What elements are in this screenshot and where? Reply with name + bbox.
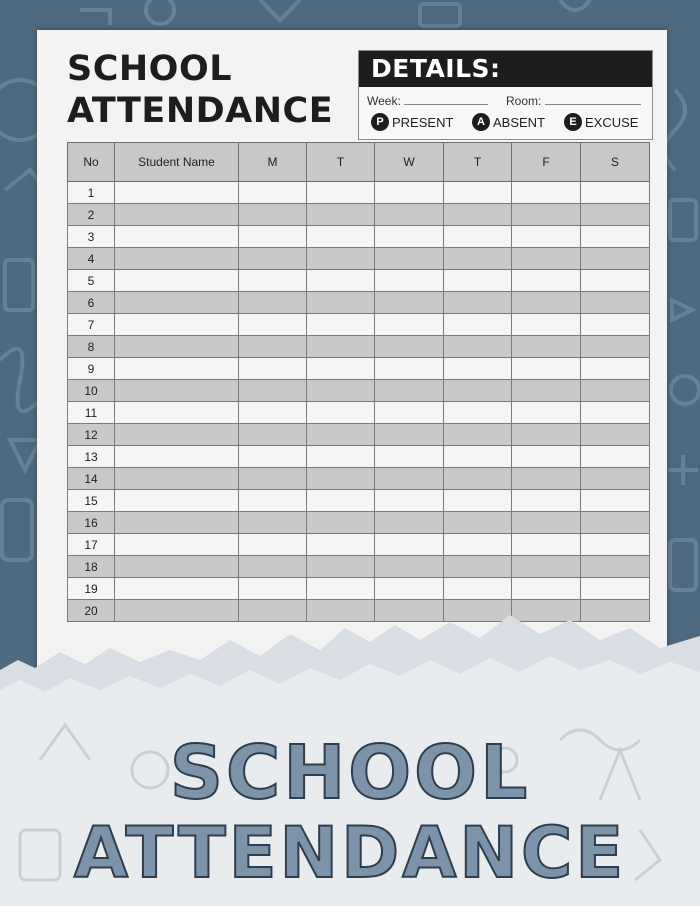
row-number: 3 — [68, 226, 115, 248]
tuesday-cell[interactable] — [307, 204, 375, 226]
header-monday: M — [239, 143, 307, 182]
table-row — [68, 534, 650, 556]
table-row — [68, 314, 650, 336]
table-row — [68, 204, 650, 226]
cover-title-line1: SCHOOL — [169, 730, 531, 816]
monday-cell[interactable] — [239, 446, 307, 468]
tuesday-cell[interactable] — [307, 468, 375, 490]
table-row — [68, 446, 650, 468]
thursday-cell[interactable] — [444, 336, 512, 358]
friday-cell[interactable] — [512, 424, 581, 446]
tuesday-cell[interactable] — [307, 314, 375, 336]
tuesday-cell[interactable] — [307, 182, 375, 204]
saturday-cell[interactable] — [581, 380, 650, 402]
sheet-title-line2: ATTENDANCE — [67, 91, 334, 131]
room-label: Room: — [506, 94, 542, 108]
tuesday-cell[interactable] — [307, 380, 375, 402]
header-student-name: Student Name — [115, 143, 239, 182]
saturday-cell[interactable] — [581, 204, 650, 226]
friday-cell[interactable] — [512, 512, 581, 534]
monday-cell[interactable] — [239, 380, 307, 402]
saturday-cell[interactable] — [581, 534, 650, 556]
saturday-cell[interactable] — [581, 446, 650, 468]
thursday-cell[interactable] — [444, 358, 512, 380]
row-number: 11 — [68, 402, 115, 424]
student-name-cell[interactable] — [115, 292, 239, 314]
row-number: 20 — [68, 600, 115, 622]
row-number: 5 — [68, 270, 115, 292]
header-no: No — [68, 143, 115, 182]
table-row — [68, 358, 650, 380]
monday-cell[interactable] — [239, 490, 307, 512]
student-name-cell[interactable] — [115, 512, 239, 534]
saturday-cell[interactable] — [581, 226, 650, 248]
friday-cell[interactable] — [512, 336, 581, 358]
table-row — [68, 512, 650, 534]
monday-cell[interactable] — [239, 468, 307, 490]
legend-absent — [472, 113, 545, 131]
thursday-cell[interactable] — [444, 292, 512, 314]
friday-cell[interactable] — [512, 270, 581, 292]
header-thursday: T — [444, 143, 512, 182]
details-heading: DETAILS: — [359, 51, 652, 87]
wednesday-cell[interactable] — [375, 556, 444, 578]
thursday-cell[interactable] — [444, 270, 512, 292]
thursday-cell[interactable] — [444, 204, 512, 226]
student-name-cell[interactable] — [115, 226, 239, 248]
monday-cell[interactable] — [239, 578, 307, 600]
table-row — [68, 380, 650, 402]
monday-cell[interactable] — [239, 248, 307, 270]
table-row — [68, 402, 650, 424]
wednesday-cell[interactable] — [375, 270, 444, 292]
legend-present — [371, 113, 453, 131]
row-number: 4 — [68, 248, 115, 270]
student-name-cell[interactable] — [115, 358, 239, 380]
cover-title-line2: ATTENDANCE — [73, 812, 627, 894]
absent-label: ABSENT — [493, 114, 546, 130]
table-row — [68, 578, 650, 600]
tuesday-cell[interactable] — [307, 490, 375, 512]
saturday-cell[interactable] — [581, 182, 650, 204]
sheet-title — [67, 48, 337, 132]
monday-cell[interactable] — [239, 182, 307, 204]
saturday-cell[interactable] — [581, 314, 650, 336]
wednesday-cell[interactable] — [375, 226, 444, 248]
attendance-table — [67, 142, 650, 622]
thursday-cell[interactable] — [444, 226, 512, 248]
thursday-cell[interactable] — [444, 556, 512, 578]
monday-cell[interactable] — [239, 556, 307, 578]
thursday-cell[interactable] — [444, 534, 512, 556]
wednesday-cell[interactable] — [375, 248, 444, 270]
attendance-sheet — [37, 30, 667, 670]
thursday-cell[interactable] — [444, 578, 512, 600]
thursday-cell[interactable] — [444, 402, 512, 424]
student-name-cell[interactable] — [115, 424, 239, 446]
table-row — [68, 292, 650, 314]
monday-cell[interactable] — [239, 292, 307, 314]
student-name-cell[interactable] — [115, 468, 239, 490]
tuesday-cell[interactable] — [307, 578, 375, 600]
tuesday-cell[interactable] — [307, 226, 375, 248]
wednesday-cell[interactable] — [375, 446, 444, 468]
friday-cell[interactable] — [512, 226, 581, 248]
friday-cell[interactable] — [512, 534, 581, 556]
tuesday-cell[interactable] — [307, 402, 375, 424]
tuesday-cell[interactable] — [307, 512, 375, 534]
wednesday-cell[interactable] — [375, 424, 444, 446]
week-label: Week: — [367, 94, 401, 108]
table-body — [68, 182, 650, 622]
student-name-cell[interactable] — [115, 182, 239, 204]
wednesday-cell[interactable] — [375, 578, 444, 600]
table-row — [68, 424, 650, 446]
wednesday-cell[interactable] — [375, 292, 444, 314]
monday-cell[interactable] — [239, 358, 307, 380]
monday-cell[interactable] — [239, 204, 307, 226]
student-name-cell[interactable] — [115, 534, 239, 556]
saturday-cell[interactable] — [581, 336, 650, 358]
student-name-cell[interactable] — [115, 336, 239, 358]
excuse-code-icon: E — [564, 113, 582, 131]
tuesday-cell[interactable] — [307, 270, 375, 292]
student-name-cell[interactable] — [115, 446, 239, 468]
header-wednesday: W — [375, 143, 444, 182]
wednesday-cell[interactable] — [375, 204, 444, 226]
tuesday-cell[interactable] — [307, 248, 375, 270]
room-field[interactable] — [506, 93, 641, 108]
student-name-cell[interactable] — [115, 380, 239, 402]
tuesday-cell[interactable] — [307, 556, 375, 578]
tuesday-cell[interactable] — [307, 336, 375, 358]
friday-cell[interactable] — [512, 402, 581, 424]
monday-cell[interactable] — [239, 402, 307, 424]
absent-code-icon: A — [472, 113, 490, 131]
friday-cell[interactable] — [512, 578, 581, 600]
tuesday-cell[interactable] — [307, 446, 375, 468]
wednesday-cell[interactable] — [375, 182, 444, 204]
legend-excuse — [564, 113, 638, 131]
friday-cell[interactable] — [512, 556, 581, 578]
table-row — [68, 490, 650, 512]
friday-cell[interactable] — [512, 204, 581, 226]
tuesday-cell[interactable] — [307, 424, 375, 446]
saturday-cell[interactable] — [581, 292, 650, 314]
student-name-cell[interactable] — [115, 314, 239, 336]
saturday-cell[interactable] — [581, 490, 650, 512]
monday-cell[interactable] — [239, 270, 307, 292]
monday-cell[interactable] — [239, 534, 307, 556]
table-header-row — [68, 143, 650, 182]
table-row — [68, 556, 650, 578]
wednesday-cell[interactable] — [375, 512, 444, 534]
thursday-cell[interactable] — [444, 248, 512, 270]
student-name-cell[interactable] — [115, 402, 239, 424]
wednesday-cell[interactable] — [375, 468, 444, 490]
week-line — [404, 93, 488, 105]
row-number: 9 — [68, 358, 115, 380]
table-row — [68, 182, 650, 204]
saturday-cell[interactable] — [581, 358, 650, 380]
room-line — [545, 93, 641, 105]
friday-cell[interactable] — [512, 446, 581, 468]
wednesday-cell[interactable] — [375, 358, 444, 380]
student-name-cell[interactable] — [115, 578, 239, 600]
student-name-cell[interactable] — [115, 270, 239, 292]
table-row — [68, 248, 650, 270]
table-row — [68, 468, 650, 490]
thursday-cell[interactable] — [444, 512, 512, 534]
thursday-cell[interactable] — [444, 490, 512, 512]
saturday-cell[interactable] — [581, 402, 650, 424]
tuesday-cell[interactable] — [307, 358, 375, 380]
row-number: 12 — [68, 424, 115, 446]
student-name-cell[interactable] — [115, 248, 239, 270]
wednesday-cell[interactable] — [375, 402, 444, 424]
monday-cell[interactable] — [239, 336, 307, 358]
table-row — [68, 226, 650, 248]
row-number: 1 — [68, 182, 115, 204]
row-number: 18 — [68, 556, 115, 578]
row-number: 7 — [68, 314, 115, 336]
student-name-cell[interactable] — [115, 556, 239, 578]
row-number: 16 — [68, 512, 115, 534]
row-number: 13 — [68, 446, 115, 468]
friday-cell[interactable] — [512, 314, 581, 336]
saturday-cell[interactable] — [581, 248, 650, 270]
table-row — [68, 270, 650, 292]
row-number: 10 — [68, 380, 115, 402]
row-number: 2 — [68, 204, 115, 226]
wednesday-cell[interactable] — [375, 490, 444, 512]
present-code-icon: P — [371, 113, 389, 131]
row-number: 15 — [68, 490, 115, 512]
friday-cell[interactable] — [512, 490, 581, 512]
saturday-cell[interactable] — [581, 512, 650, 534]
saturday-cell[interactable] — [581, 424, 650, 446]
monday-cell[interactable] — [239, 512, 307, 534]
header-friday: F — [512, 143, 581, 182]
wednesday-cell[interactable] — [375, 314, 444, 336]
thursday-cell[interactable] — [444, 182, 512, 204]
header-tuesday: T — [307, 143, 375, 182]
tuesday-cell[interactable] — [307, 534, 375, 556]
row-number: 6 — [68, 292, 115, 314]
wednesday-cell[interactable] — [375, 336, 444, 358]
friday-cell[interactable] — [512, 380, 581, 402]
excuse-label: EXCUSE — [585, 114, 639, 130]
friday-cell[interactable] — [512, 292, 581, 314]
friday-cell[interactable] — [512, 182, 581, 204]
student-name-cell[interactable] — [115, 490, 239, 512]
present-label: PRESENT — [392, 114, 454, 130]
saturday-cell[interactable] — [581, 468, 650, 490]
saturday-cell[interactable] — [581, 556, 650, 578]
wednesday-cell[interactable] — [375, 534, 444, 556]
row-number: 8 — [68, 336, 115, 358]
thursday-cell[interactable] — [444, 314, 512, 336]
header-saturday: S — [581, 143, 650, 182]
wednesday-cell[interactable] — [375, 380, 444, 402]
friday-cell[interactable] — [512, 358, 581, 380]
friday-cell[interactable] — [512, 468, 581, 490]
week-field[interactable] — [367, 93, 488, 108]
friday-cell[interactable] — [512, 248, 581, 270]
details-box — [358, 50, 653, 140]
row-number: 17 — [68, 534, 115, 556]
row-number: 14 — [68, 468, 115, 490]
thursday-cell[interactable] — [444, 468, 512, 490]
student-name-cell[interactable] — [115, 204, 239, 226]
monday-cell[interactable] — [239, 226, 307, 248]
row-number: 19 — [68, 578, 115, 600]
thursday-cell[interactable] — [444, 446, 512, 468]
saturday-cell[interactable] — [581, 578, 650, 600]
table-row — [68, 336, 650, 358]
thursday-cell[interactable] — [444, 424, 512, 446]
tuesday-cell[interactable] — [307, 292, 375, 314]
sheet-title-line1: SCHOOL — [67, 49, 232, 89]
monday-cell[interactable] — [239, 424, 307, 446]
thursday-cell[interactable] — [444, 380, 512, 402]
saturday-cell[interactable] — [581, 270, 650, 292]
monday-cell[interactable] — [239, 314, 307, 336]
